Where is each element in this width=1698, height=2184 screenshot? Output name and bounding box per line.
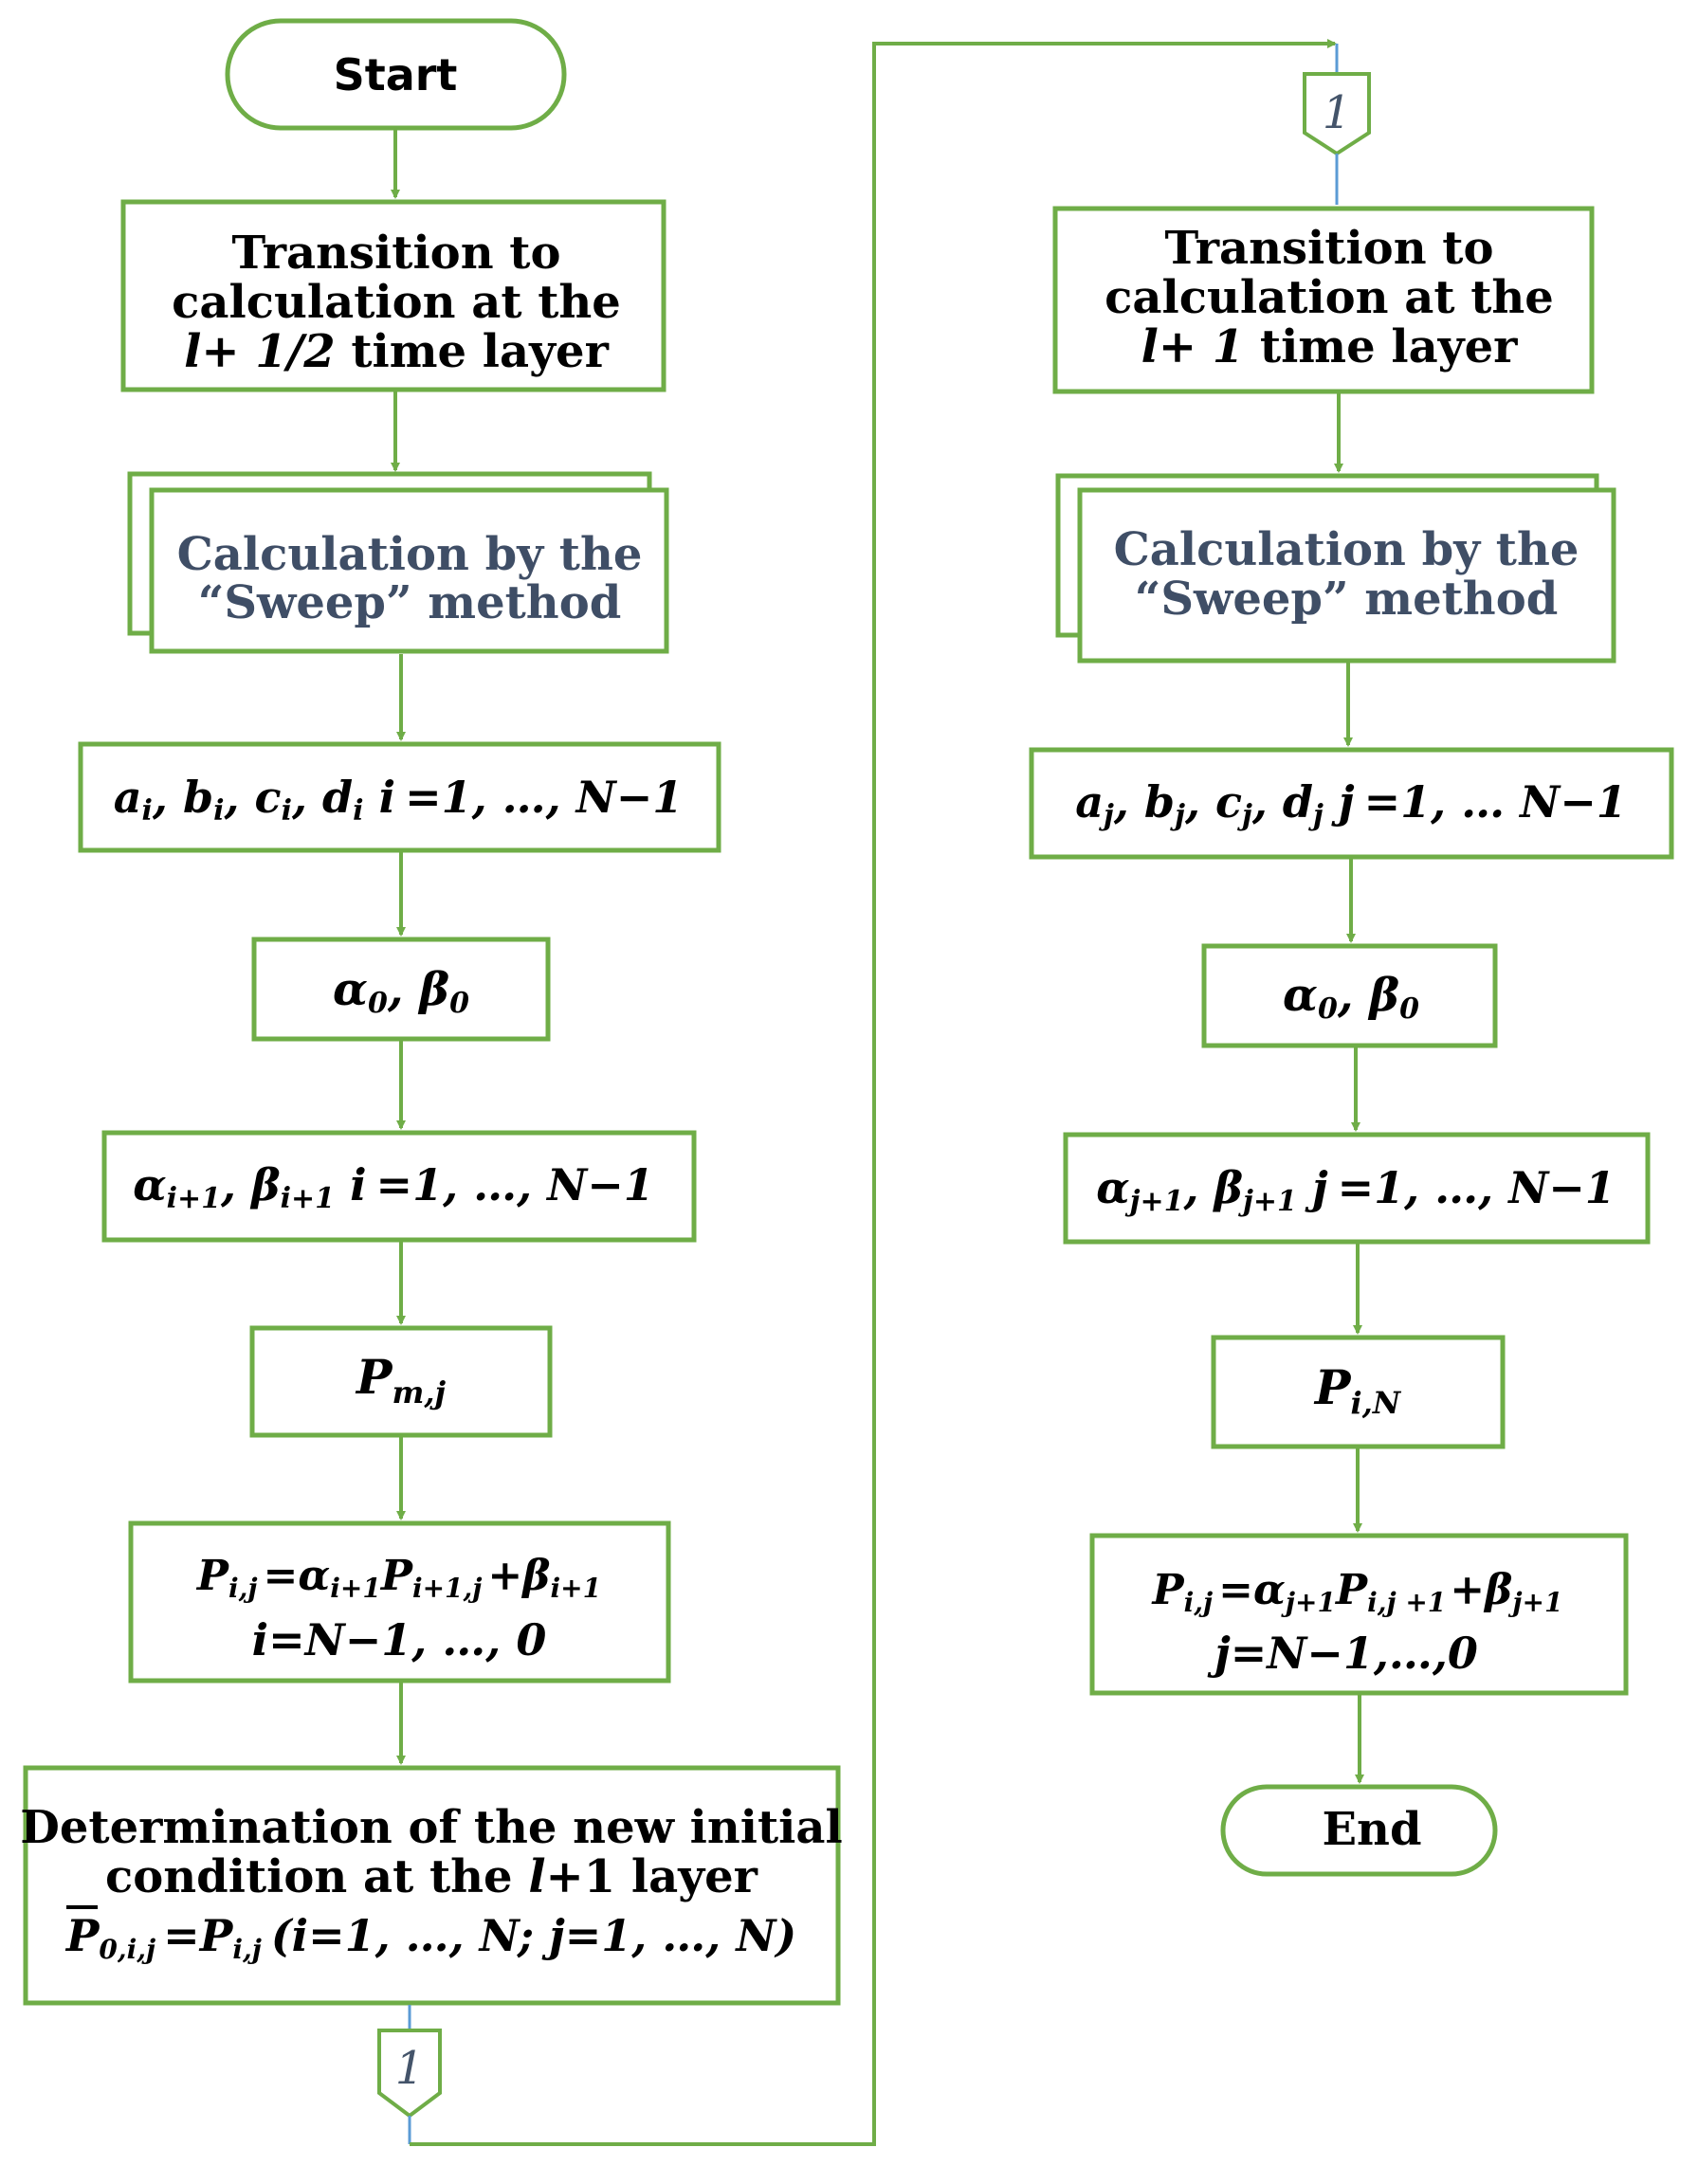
back-substitution-formula: Pi,j =αi+1Pi+1,j +βi+1 [196,1552,602,1604]
time-layer-suffix: time layer [1259,320,1518,373]
alpha0-beta0-label: α0, β0 [1283,969,1419,1026]
offpage-connector-out [379,2030,440,2116]
back-substitution-formula: Pi,j =αj+1Pi,j +1+βj+1 [1152,1566,1563,1618]
transition-line-3 [1141,320,1518,373]
transition-line-1: Transition to [231,227,561,280]
transition-line-2: calculation at the [172,276,621,329]
determination-line-3: P0,i,j =Pi,j (i=1, …, N; j=1, …, N) [65,1910,797,1965]
transition-line-1: Transition to [1164,222,1494,275]
boundary-label: $P_{m,j}$ [356,1349,447,1410]
connector-label: 1 [1322,86,1352,139]
determination-box [20,1768,843,2003]
boundary-box [1214,1338,1503,1447]
coefficients-box [1032,750,1671,857]
boundary-label: $P_{i,N}$ [1314,1359,1401,1421]
back-substitution-box [131,1523,668,1681]
sweep-line-1: Calculation by the [176,528,643,581]
transition-line-2: calculation at the [1105,271,1554,324]
start-label: Start [333,49,458,100]
determination-line-1: Determination of the new initial [20,1801,843,1854]
sweep-line-2: “Sweep” method [197,576,622,629]
back-substitution-range: i=N−1, …, 0 [251,1614,547,1665]
right-column [1032,44,1671,1874]
transition-box-full-layer [1055,209,1592,391]
coefficients-formula: aj, bj, cj, dj j =1, … N−1 [1075,776,1627,832]
start-terminator [228,21,564,128]
time-layer-value: l+ 1 [1141,320,1245,373]
time-layer-suffix: time layer [351,325,609,378]
end-terminator [1223,1787,1495,1874]
sweep-method-box [130,474,666,651]
coefficients-formula: ai, bi, ci, di i =1, …, N−1 [113,772,684,828]
alpha-next-box [104,1133,694,1240]
connector-label: 1 [394,2042,425,2095]
offpage-connector-in [1305,74,1369,154]
determination-line-2: condition at the l+1 layer [105,1850,758,1903]
end-label: End [1322,1803,1422,1856]
alpha0-beta0-label: α0, β0 [333,963,469,1020]
sweep-line-2: “Sweep” method [1134,573,1559,626]
alpha-next-formula: αi+1, βi+1 i =1, …, N−1 [133,1159,654,1215]
time-layer-value: l+ 1/2 [184,325,336,378]
coefficients-box [81,744,719,850]
back-substitution-box [1092,1536,1626,1693]
back-substitution-range: j=N−1,…,0 [1214,1628,1478,1679]
sweep-line-1: Calculation by the [1113,523,1579,576]
alpha0-beta0-box [254,939,548,1039]
alpha0-beta0-box [1204,946,1495,1046]
sweep-method-box [1058,476,1614,661]
alpha-next-box [1066,1135,1648,1242]
left-column [20,21,843,2144]
boundary-box [252,1328,550,1435]
transition-line-3 [184,325,609,378]
transition-box-half-layer [123,202,664,390]
alpha-next-formula: αj+1, βj+1 j =1, …, N−1 [1096,1162,1616,1218]
